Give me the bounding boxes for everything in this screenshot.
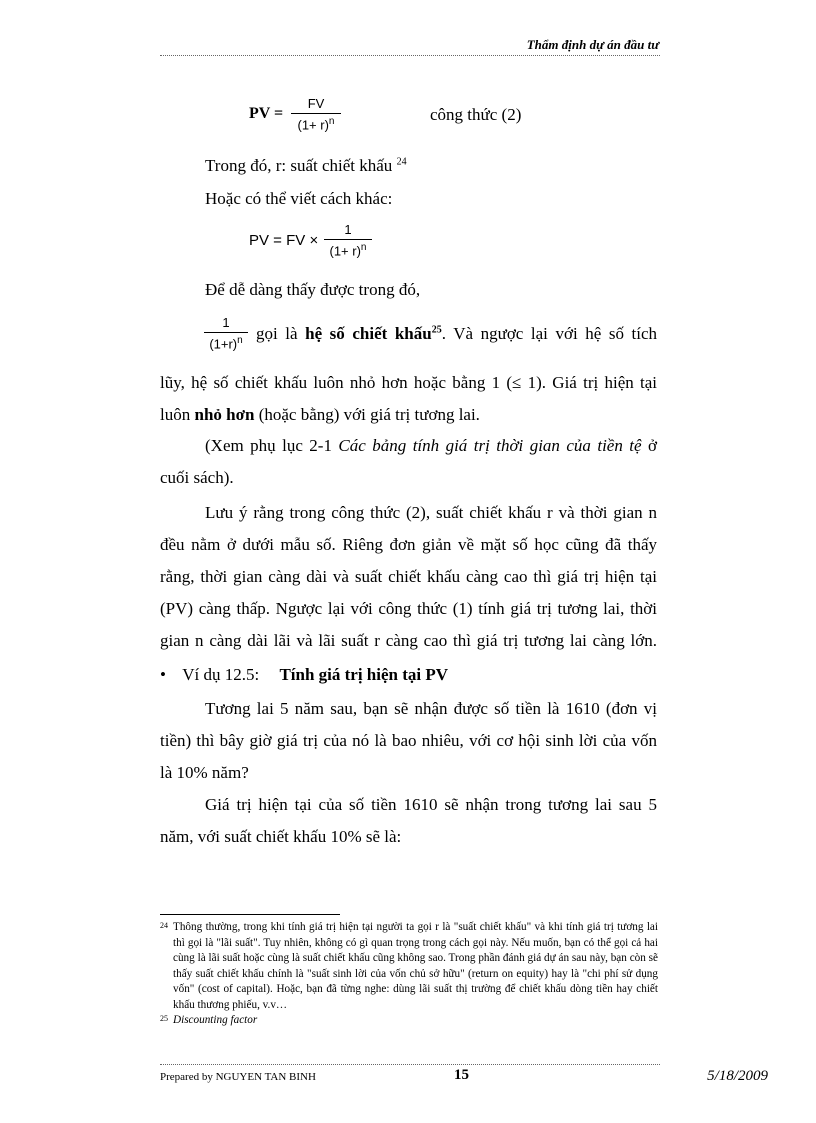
- footnote-24-number: 24: [160, 921, 168, 930]
- formula2-numerator: 1: [344, 222, 352, 237]
- paragraph-goi-la: [256, 324, 657, 344]
- formula3-numerator: 1: [222, 315, 230, 330]
- bullet-icon: •: [160, 665, 166, 684]
- luon-pre: luôn: [160, 405, 191, 424]
- formula3-bar: [204, 332, 248, 333]
- xem-post: ở: [648, 436, 658, 455]
- luon-post: (hoặc bằng) với giá trị tương lai.: [258, 405, 480, 424]
- footnote-ref-24: 24: [396, 156, 407, 168]
- xem-italic: Các bảng tính giá trị thời gian của tiền tệ: [338, 436, 642, 455]
- formula3-fraction: [204, 315, 248, 351]
- formula2-denominator: (1+ r): [329, 243, 361, 259]
- paragraph-de-de: Để dễ dàng thấy được trong đó,: [205, 280, 421, 299]
- formula1-label: công thức (2): [430, 105, 522, 124]
- header-rule: [160, 55, 660, 56]
- luu-y-line-1: Lưu ý rằng trong công thức (2), suất chiết khấu r và thời gian n: [205, 503, 657, 522]
- tuong-lai-line-3: là 10% năm?: [160, 763, 249, 782]
- running-header: Thẩm định dự án đầu tư: [526, 37, 659, 52]
- luon-bold: nhỏ hơn: [194, 405, 255, 424]
- footnote-25-number: 25: [160, 1014, 168, 1023]
- formula1-bar: [291, 113, 341, 114]
- example-title: Tính giá trị hiện tại PV: [279, 665, 449, 684]
- footnote-25-text: Discounting factor: [173, 1014, 258, 1026]
- footer-date: 5/18/2009: [707, 1068, 768, 1084]
- goi-la-post: . Và ngược lại với hệ số tích: [441, 324, 658, 343]
- paragraph-xem: [205, 436, 657, 456]
- goi-la-bold: hệ số chiết khấu: [305, 324, 432, 343]
- footnote-separator: [160, 914, 340, 915]
- gia-tri-line-1: Giá trị hiện tại của số tiền 1610 sẽ nhận trong tương lai sau 5: [205, 795, 657, 814]
- paragraph-hoac: Hoặc có thể viết cách khác:: [205, 189, 393, 208]
- formula1-numerator: FV: [307, 96, 325, 111]
- formula1-lhs: PV =: [249, 105, 284, 122]
- formula2-fraction: [324, 222, 372, 258]
- paragraph-trong-do: [205, 156, 702, 176]
- formula2-bar: [324, 239, 372, 240]
- xem-pre: (Xem phụ lục 2-1: [205, 436, 332, 455]
- paragraph-cuoi: cuối sách).: [160, 468, 234, 487]
- formula2-exponent: n: [360, 242, 367, 253]
- trong-do-text: Trong đó, r: suất chiết khấu: [205, 156, 393, 175]
- gia-tri-line-2: năm, với suất chiết khấu 10% sẽ là:: [160, 827, 402, 846]
- page-number: 15: [454, 1067, 469, 1083]
- footnote-24-text: Thông thường, trong khi tính giá trị hiện tại người ta gọi r là "suất chiết khấu" và khi tính giá trị tương lai thì gọi là "lãi suất". Tuy nhiên, không có gì quan trọng trong cách gọi này. Nếu muốn, bạn có thể gọi cả hai cùng là lãi suất hoặc cùng là suất chiết khấu cũng không sao. Trong phần đánh giá dự án sau này, bạn còn sẽ thấy suất chiết khấu chính là "suất sinh lời của vốn chủ sở hữu" (return on equity) hay là "chi phí sử dụng vốn" (cost of capital). Hoặc, bạn đã từng nghe: dùng lãi suất thị trường để chiết khấu dòng tiền hay chiết khấu thương phiếu, v.v…: [173, 921, 658, 1011]
- example-label: Ví dụ 12.5:: [182, 665, 260, 684]
- tuong-lai-line-2: tiền) thì bây giờ giá trị của nó là bao nhiêu, với cơ hội sinh lời của vốn: [160, 731, 657, 750]
- formula1-exponent: n: [328, 116, 335, 127]
- formula1-fraction: [291, 96, 341, 132]
- goi-la-pre: gọi là: [256, 324, 298, 343]
- luu-y-line-4: (PV) càng thấp. Ngược lại với công thức (1) tính giá trị tương lai, thời: [160, 599, 657, 618]
- formula1-denominator: (1+ r): [297, 117, 329, 133]
- formula3-exponent: n: [237, 335, 243, 346]
- luu-y-line-5: gian n càng dài lãi và lãi suất r càng cao thì giá trị tương lai càng lớn.: [160, 631, 657, 650]
- footer-prepared-by: Prepared by NGUYEN TAN BINH: [160, 1071, 316, 1083]
- paragraph-luon: [160, 405, 657, 425]
- footer-rule: [160, 1064, 660, 1065]
- paragraph-luy: lũy, hệ số chiết khấu luôn nhỏ hơn hoặc bằng 1 (≤ 1). Giá trị hiện tại: [160, 373, 657, 392]
- tuong-lai-line-1: Tương lai 5 năm sau, bạn sẽ nhận được số tiền là 1610 (đơn vị: [205, 699, 657, 718]
- formula3-denominator: (1+r): [209, 336, 238, 352]
- luu-y-line-2: đều nằm ở dưới mẫu số. Riêng đơn giản về mặt số học cũng đã thấy: [160, 535, 657, 554]
- luu-y-line-3: rằng, thời gian càng dài và suất chiết khấu càng cao thì giá trị hiện tại: [160, 567, 657, 586]
- footnote-ref-25: 25: [431, 324, 442, 336]
- formula2-lhs: PV = FV ×: [249, 232, 319, 249]
- example-heading: [160, 665, 657, 685]
